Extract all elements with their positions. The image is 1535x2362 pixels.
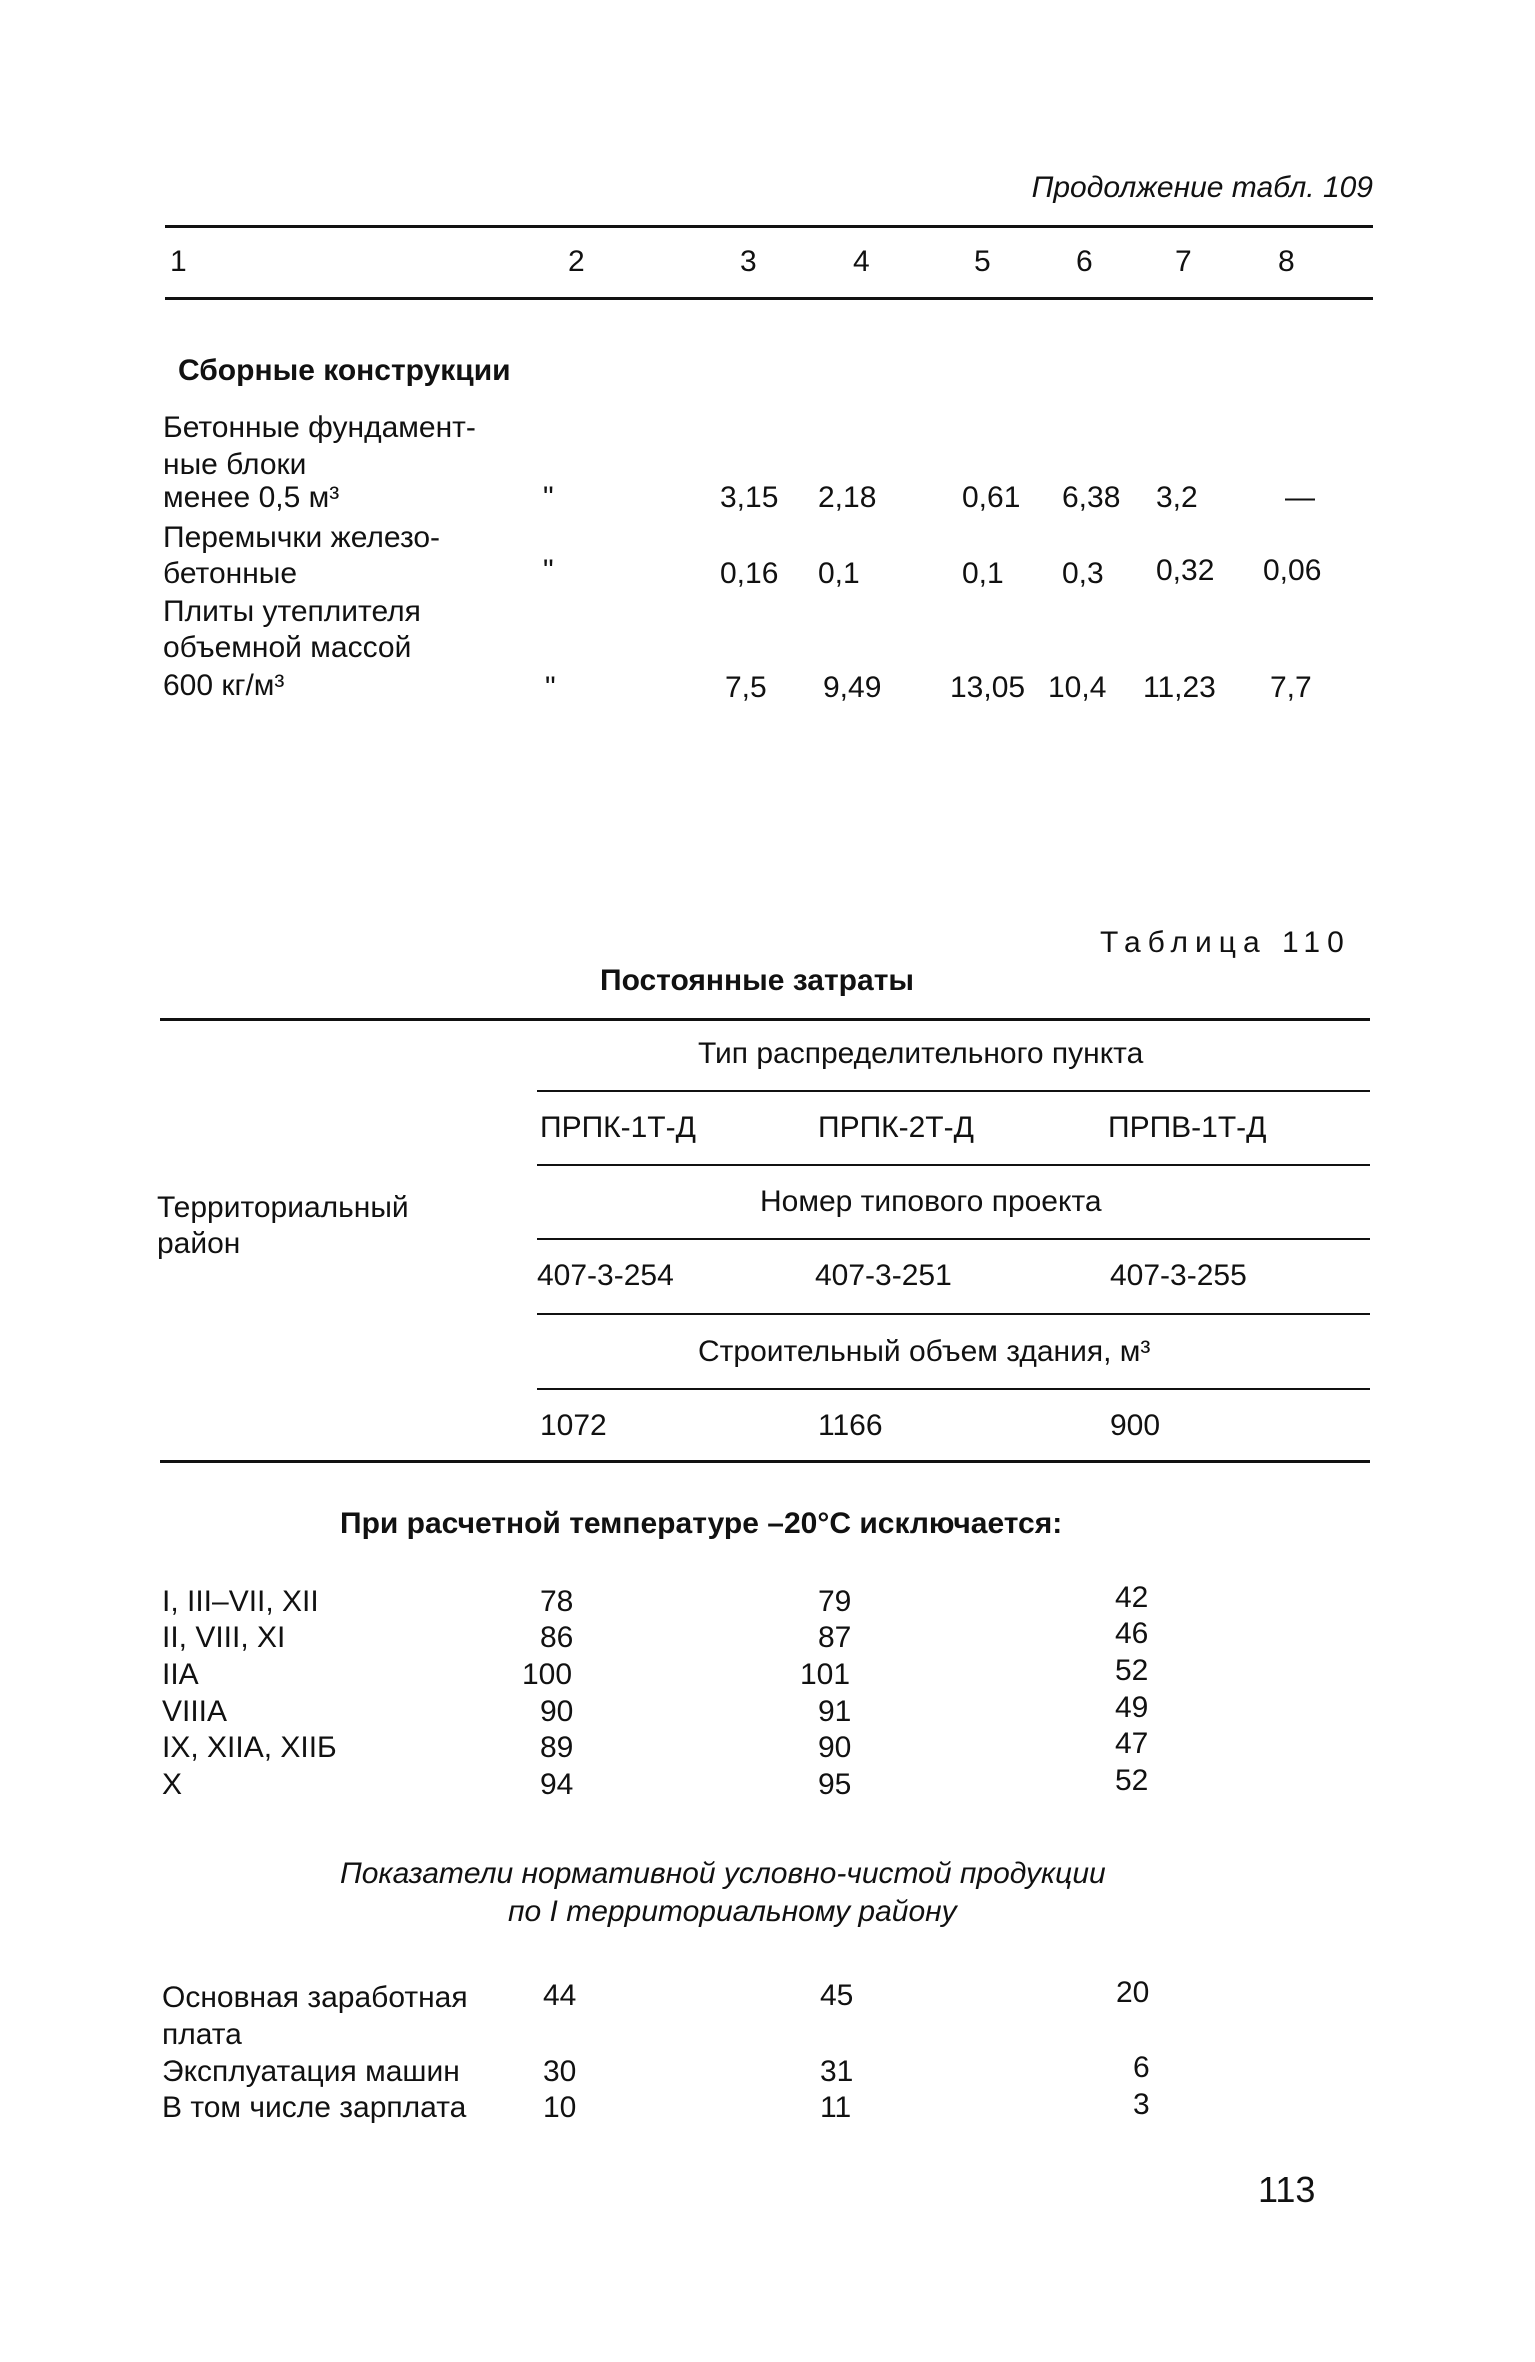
cell: 89 (540, 1731, 574, 1764)
cell: 87 (818, 1621, 852, 1654)
row-unit: " (543, 554, 554, 587)
region-name: I, III–VII, XII (162, 1585, 319, 1618)
row-label-line: Бетонные фундамент- (163, 411, 476, 444)
type-header: Тип распределительного пункта (698, 1037, 1144, 1070)
region-name: X (162, 1768, 183, 1801)
cell: — (1285, 481, 1315, 514)
cell: 20 (1116, 1976, 1150, 2009)
cell: 101 (800, 1658, 851, 1691)
cell: 46 (1115, 1617, 1149, 1650)
t109-col-5: 5 (974, 245, 991, 278)
cell: 10,4 (1048, 671, 1107, 704)
cell: 79 (818, 1585, 852, 1618)
table-110-title: Постоянные затраты (600, 964, 915, 997)
cell: 91 (818, 1695, 852, 1728)
indicator-label: В том числе зарплата (162, 2091, 467, 2124)
cell: 47 (1115, 1727, 1149, 1760)
volume-col-1: 1072 (540, 1409, 607, 1442)
cell: 3 (1133, 2088, 1150, 2121)
row-label-line: бетонные (163, 557, 298, 590)
indicator-label: Эксплуатация машин (162, 2055, 460, 2088)
volume-header: Строительный объем здания, м³ (698, 1335, 1151, 1368)
t110-rule (537, 1238, 1370, 1240)
project-col-2: 407-3-251 (815, 1259, 952, 1292)
cell: 90 (818, 1731, 852, 1764)
cell: 0,16 (720, 557, 779, 590)
t109-top-rule (165, 225, 1373, 228)
cell: 0,1 (962, 557, 1004, 590)
t109-col-8: 8 (1278, 245, 1295, 278)
cell: 6 (1133, 2051, 1150, 2084)
t109-col-3: 3 (740, 245, 757, 278)
t109-col-4: 4 (853, 245, 870, 278)
row-label-line: Плиты утеплителя (163, 595, 421, 628)
page-number: 113 (1258, 2169, 1316, 2210)
cell: 2,18 (818, 481, 877, 514)
cell: 49 (1115, 1691, 1149, 1724)
region-header: Территориальный (157, 1191, 409, 1224)
cell: 45 (820, 1979, 854, 2012)
cell: 42 (1115, 1581, 1149, 1614)
cell: 94 (540, 1768, 574, 1801)
cell: 52 (1115, 1654, 1149, 1687)
type-col-1: ПРПК-1Т-Д (540, 1111, 696, 1144)
region-name: IX, XIIА, XIIБ (162, 1731, 337, 1764)
cell: 90 (540, 1695, 574, 1728)
cell: 86 (540, 1621, 574, 1654)
t109-section-title: Сборные конструкции (178, 354, 511, 387)
row-label-line: менее 0,5 м³ (163, 481, 340, 514)
project-header: Номер типового проекта (760, 1185, 1102, 1218)
volume-col-2: 1166 (818, 1409, 883, 1442)
type-col-3: ПРПВ-1Т-Д (1108, 1111, 1267, 1144)
cell: 9,49 (823, 671, 882, 704)
cell: 0,61 (962, 481, 1021, 514)
cell: 31 (820, 2055, 854, 2088)
project-col-1: 407-3-254 (537, 1259, 674, 1292)
cell: 7,7 (1270, 671, 1312, 704)
table-110-label: Таблица 110 (1100, 926, 1351, 959)
t109-col-1: 1 (170, 245, 187, 278)
row-label-line: 600 кг/м³ (163, 669, 285, 702)
region-name: II, VIII, XI (162, 1621, 286, 1654)
project-col-3: 407-3-255 (1110, 1259, 1247, 1292)
cell: 7,5 (725, 671, 767, 704)
cell: 11,23 (1143, 671, 1216, 704)
cell: 10 (543, 2091, 577, 2124)
cell: 0,06 (1263, 554, 1322, 587)
row-unit: " (545, 671, 556, 704)
t109-col-2: 2 (568, 245, 585, 278)
cell: 0,1 (818, 557, 860, 590)
region-header: район (157, 1227, 241, 1260)
region-name: VIIIА (162, 1695, 228, 1728)
volume-col-3: 900 (1110, 1409, 1161, 1442)
cell: 44 (543, 1979, 577, 2012)
t109-col-7: 7 (1175, 245, 1192, 278)
cell: 78 (540, 1585, 574, 1618)
t110-rule (537, 1090, 1370, 1092)
t110-top-rule (160, 1018, 1370, 1021)
cell: 11 (820, 2091, 852, 2124)
cell: 6,38 (1062, 481, 1121, 514)
row-unit: " (543, 481, 554, 514)
cell: 13,05 (950, 671, 1026, 704)
cell: 52 (1115, 1764, 1149, 1797)
indicators-header: по I территориальному району (508, 1895, 957, 1928)
cell: 30 (543, 2055, 577, 2088)
cell: 0,3 (1062, 557, 1104, 590)
row-label-line: объемной массой (163, 631, 412, 664)
type-col-2: ПРПК-2Т-Д (818, 1111, 974, 1144)
cell: 0,32 (1156, 554, 1215, 587)
t110-rule (537, 1388, 1370, 1390)
continuation-caption: Продолжение табл. 109 (1031, 171, 1373, 204)
t109-col-6: 6 (1076, 245, 1093, 278)
indicators-header: Показатели нормативной условно-чистой продукции (340, 1857, 1106, 1890)
cell: 95 (818, 1768, 852, 1801)
temp-header: При расчетной температуре –20°С исключается: (340, 1507, 1063, 1540)
t109-header-rule (165, 297, 1373, 300)
region-name: IIА (162, 1658, 199, 1691)
t110-rule (537, 1313, 1370, 1315)
indicator-label: Основная заработная (162, 1981, 468, 2014)
t110-rule (537, 1164, 1370, 1166)
cell: 100 (522, 1658, 573, 1691)
indicator-label: плата (162, 2018, 242, 2051)
cell: 3,15 (720, 481, 779, 514)
cell: 3,2 (1156, 481, 1198, 514)
row-label-line: ные блоки (163, 448, 307, 481)
t110-bottom-rule (160, 1460, 1370, 1463)
row-label-line: Перемычки железо- (163, 521, 441, 554)
